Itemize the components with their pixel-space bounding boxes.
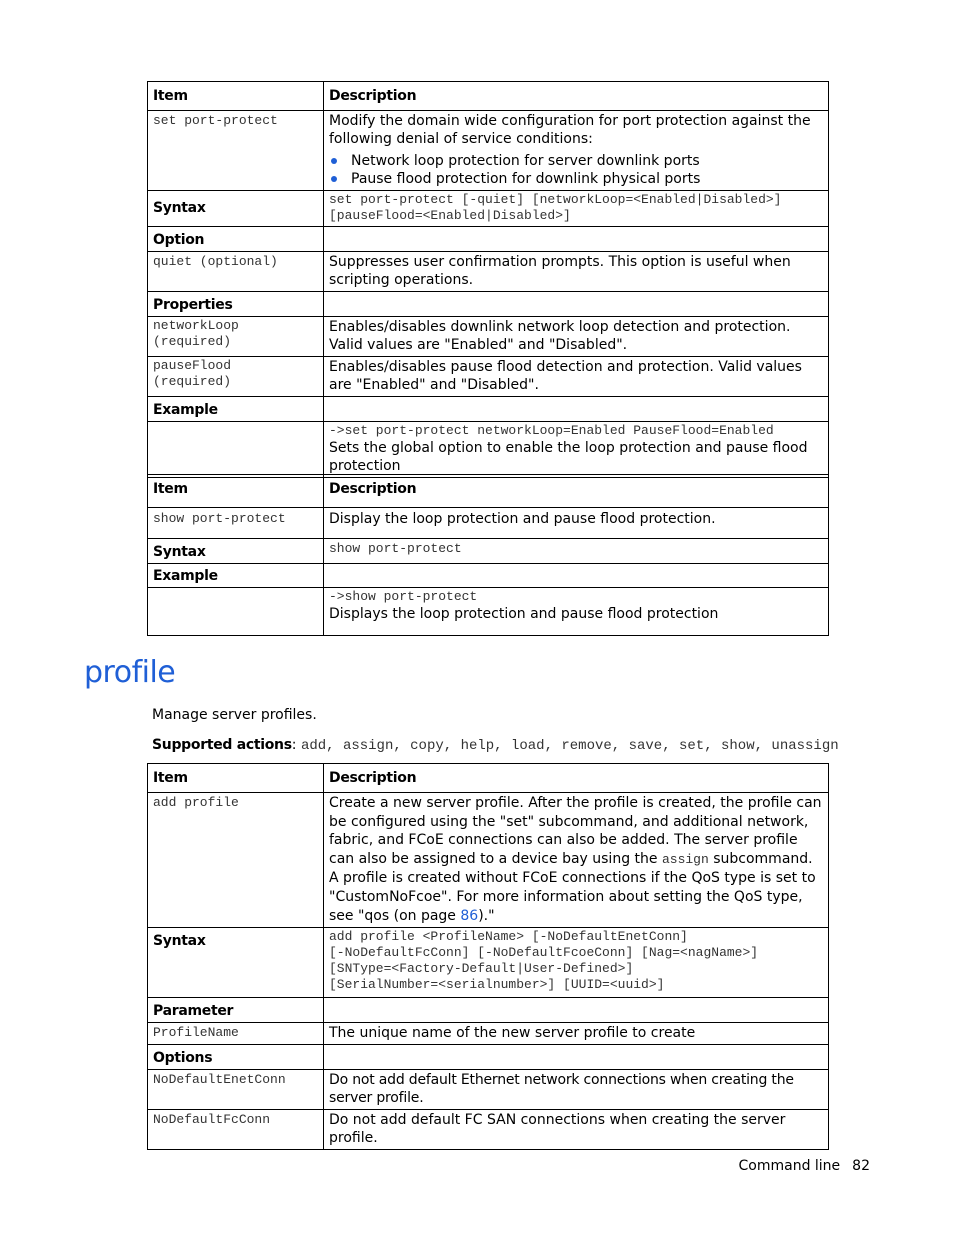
table-row: [148, 928, 829, 998]
empty-cell: [324, 998, 829, 1023]
syntax-label: Syntax: [148, 539, 324, 564]
example-label: Example: [148, 397, 324, 422]
option-description: Do not add default FC SAN connections when creating the server profile.: [324, 1110, 829, 1150]
syntax-value: [324, 928, 829, 998]
command-name: set port-protect: [148, 111, 324, 191]
command-description: [324, 793, 829, 928]
table-row: [148, 191, 829, 227]
option-label: Option: [148, 227, 324, 252]
syntax-label: Syntax: [148, 928, 324, 998]
command-name: show port-protect: [148, 508, 324, 539]
table-row: [148, 227, 829, 252]
show-port-protect-table: [147, 474, 829, 636]
section-title: profile: [84, 655, 176, 690]
option-description: Do not add default Ethernet network connections when creating the server profile.: [324, 1070, 829, 1110]
command-name: add profile: [148, 793, 324, 928]
option-name: quiet (optional): [148, 252, 324, 292]
empty-cell: [324, 1045, 829, 1070]
syntax-line: [pauseFlood=<Enabled|Disabled>]: [329, 208, 571, 223]
table-row: [148, 1070, 829, 1110]
option-name: NoDefaultFcConn: [148, 1110, 324, 1150]
table-header-row: [148, 475, 829, 508]
description-code: assign: [661, 851, 709, 867]
page-number: 82: [852, 1158, 870, 1174]
empty-cell: [324, 397, 829, 422]
header-item: Item: [148, 475, 324, 508]
table-header-row: [148, 82, 829, 111]
page-link[interactable]: 86: [460, 907, 479, 924]
description-text: A profile is created without FCoE connections if the QoS type is set to "CustomNoFcoe". For more information about setting the QoS type, see "qos (on page: [329, 870, 816, 924]
property-name: [148, 357, 324, 397]
empty-cell: [148, 588, 324, 636]
table-row: [148, 292, 829, 317]
empty-cell: [324, 227, 829, 252]
syntax-line: add profile <ProfileName> [-NoDefaultEnetConn]: [329, 929, 688, 945]
property-description: Enables/disables pause flood detection and protection. Valid values are "Enabled" and "Disabled".: [324, 357, 829, 397]
example-label: Example: [148, 564, 324, 588]
list-item: Pause flood protection for downlink physical ports: [351, 170, 824, 188]
footer-section: Command line: [738, 1158, 841, 1174]
header-description: Description: [324, 82, 829, 111]
parameter-description: The unique name of the new server profile to create: [324, 1023, 829, 1045]
description-text: subcommand.: [708, 850, 813, 867]
supported-actions: [152, 737, 839, 754]
example-value: [324, 422, 829, 478]
syntax-value: show port-protect: [324, 539, 829, 564]
table-row: [148, 508, 829, 539]
empty-cell: [324, 292, 829, 317]
table-row: [148, 793, 829, 928]
parameter-label: Parameter: [148, 998, 324, 1023]
option-description: Suppresses user confirmation prompts. This option is useful when scripting operations.: [324, 252, 829, 292]
table-row: [148, 998, 829, 1023]
syntax-line: [SerialNumber=<serialnumber>] [UUID=<uuid>]: [329, 977, 665, 993]
property-name-line: networkLoop: [153, 318, 239, 333]
description-text: Create a new server profile. After the profile is created, the profile can be configured using the "set" subcommand, and additional network, fabric, and FCoE connections can also be added. The server profile can also be assigned to a device bay using the: [329, 795, 822, 867]
example-description: Sets the global option to enable the loop protection and pause flood protection: [329, 440, 808, 474]
empty-cell: [324, 564, 829, 588]
command-description: Display the loop protection and pause flood protection.: [324, 508, 829, 539]
empty-cell: [148, 422, 324, 478]
table-row: [148, 1045, 829, 1070]
example-command: ->show port-protect: [329, 589, 478, 604]
example-value: [324, 588, 829, 636]
section-intro: Manage server profiles.: [152, 707, 317, 723]
syntax-line: [-NoDefaultFcConn] [-NoDefaultFcoeConn] [Nag=<nagName>]: [329, 945, 759, 961]
property-name-line: (required): [153, 334, 232, 349]
table-row: [148, 357, 829, 397]
example-description: Displays the loop protection and pause flood protection: [329, 606, 719, 622]
option-name: NoDefaultEnetConn: [148, 1070, 324, 1110]
table-row: [148, 1110, 829, 1150]
condition-list: [329, 152, 824, 188]
table-row: [148, 422, 829, 478]
syntax-label: Syntax: [148, 191, 324, 227]
property-name-line: pauseFlood: [153, 358, 232, 373]
description-text: ).": [478, 907, 495, 924]
table-row: [148, 317, 829, 357]
header-item: Item: [148, 82, 324, 111]
parameter-name: ProfileName: [148, 1023, 324, 1045]
header-description: Description: [324, 764, 829, 793]
options-label: Options: [148, 1045, 324, 1070]
properties-label: Properties: [148, 292, 324, 317]
table-row: [148, 252, 829, 292]
example-command: ->set port-protect networkLoop=Enabled PauseFlood=Enabled: [329, 423, 774, 438]
property-description: Enables/disables downlink network loop detection and protection. Valid values are "Enabled" and "Disabled".: [324, 317, 829, 357]
table-row: [148, 539, 829, 564]
syntax-line: set port-protect [-quiet] [networkLoop=<Enabled|Disabled>]: [329, 192, 782, 207]
table-header-row: [148, 764, 829, 793]
command-description-text: Modify the domain wide configuration for port protection against the following denial of service conditions:: [329, 113, 811, 147]
supported-actions-label: Supported actions: [152, 737, 292, 753]
table-row: [148, 588, 829, 636]
list-item: Network loop protection for server downlink ports: [351, 152, 824, 170]
property-name: [148, 317, 324, 357]
table-row: [148, 397, 829, 422]
syntax-value: [324, 191, 829, 227]
table-row: [148, 564, 829, 588]
page-footer: [739, 1158, 871, 1174]
header-description: Description: [324, 475, 829, 508]
table-row: [148, 1023, 829, 1045]
set-port-protect-table: [147, 81, 829, 478]
command-description: [324, 111, 829, 191]
syntax-line: [SNType=<Factory-Default|User-Defined>]: [329, 961, 634, 977]
table-row: [148, 111, 829, 191]
supported-actions-colon: :: [291, 737, 301, 753]
header-item: Item: [148, 764, 324, 793]
property-name-line: (required): [153, 374, 232, 389]
add-profile-table: [147, 763, 829, 1150]
description-paragraph: [329, 794, 824, 869]
supported-actions-list: add, assign, copy, help, load, remove, save, set, show, unassign: [300, 738, 839, 754]
description-paragraph: [329, 869, 824, 925]
